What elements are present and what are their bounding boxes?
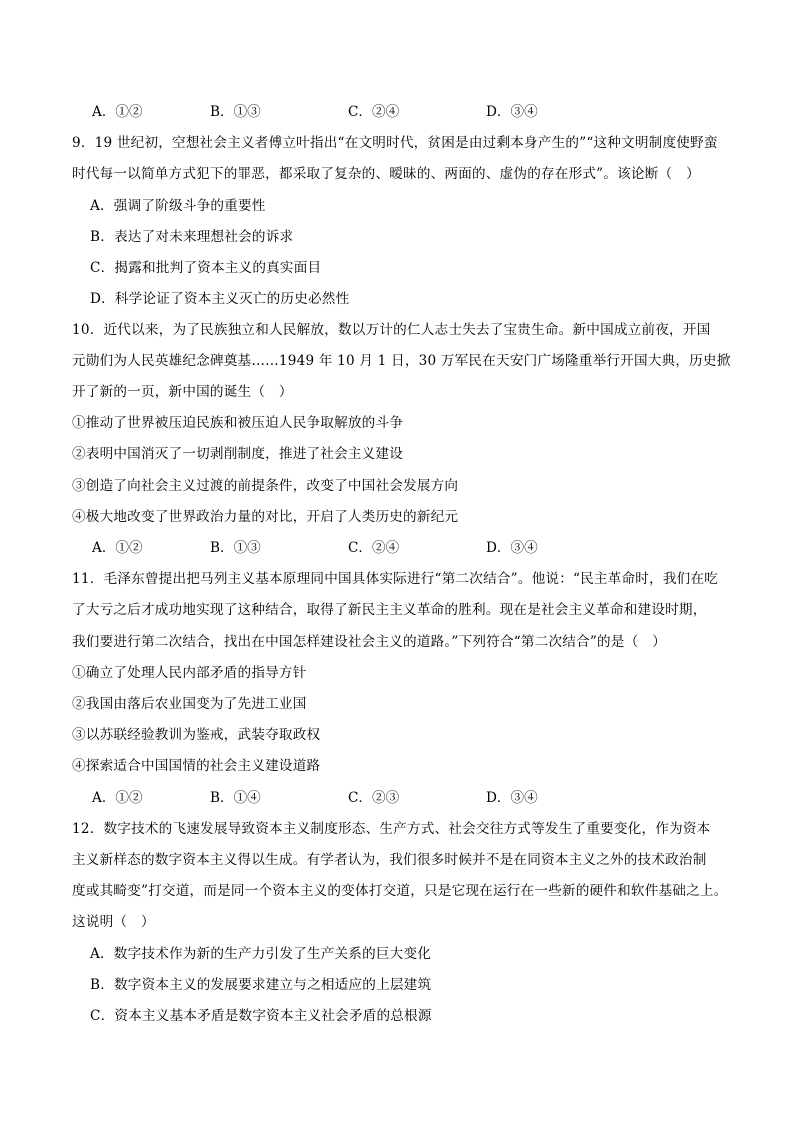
q9-stem-line-1: 9．19 世纪初，空想社会主义者傅立叶指出“在文明时代，贫困是由过剩本身产生的”“这种文明制度使野蛮 bbox=[72, 135, 718, 151]
q10-statement-2: ②表明中国消灭了一切剥削制度，推进了社会主义建设 bbox=[72, 446, 404, 462]
q11-stem-line-2: 了大亏之后才成功地实现了这种结合，取得了新民主主义革命的胜利。现在是社会主义革命和建设时期， bbox=[72, 602, 707, 618]
q11-stem-line-3: 我们要进行第二次结合，找出在中国怎样建设社会主义的道路。”下列符合“第二次结合”的是（ ） bbox=[72, 634, 666, 650]
q11-statement-3: ③以苏联经验教训为鉴戒，武装夺取政权 bbox=[72, 727, 321, 743]
q11-options bbox=[92, 788, 652, 808]
q12-choice-b: B．数字资本主义的发展要求建立与之相适应的上层建筑 bbox=[90, 977, 432, 993]
q11-option-b: B．①④ bbox=[210, 790, 261, 806]
q11-statement-2: ②我国由落后农业国变为了先进工业国 bbox=[72, 696, 307, 712]
q8-option-c: C．②④ bbox=[348, 104, 400, 120]
q10-option-a: A．①② bbox=[92, 540, 143, 556]
q10-option-b: B．①③ bbox=[210, 540, 261, 556]
q8-option-a: A．①② bbox=[92, 104, 143, 120]
q10-stem-line-1: 10．近代以来，为了民族独立和人民解放，数以万计的仁人志士失去了宝贵生命。新中国成立前夜，开国 bbox=[72, 322, 711, 338]
q10-stem-line-3: 开了新的一页，新中国的诞生（ ） bbox=[72, 384, 293, 400]
q10-option-d: D．③④ bbox=[486, 540, 538, 556]
q9-choice-c: C．揭露和批判了资本主义的真实面目 bbox=[90, 260, 322, 276]
q8-option-b: B．①③ bbox=[210, 104, 261, 120]
q12-stem-line-1: 12．数字技术的飞速发展导致资本主义制度形态、生产方式、社会交往方式等发生了重要变化，作为资本 bbox=[72, 821, 711, 837]
q9-stem-line-2: 时代每一以简单方式犯下的罪恶，都采取了复杂的、暧昧的、两面的、虚伪的存在形式”。该论断（ ） bbox=[72, 166, 700, 182]
q12-choice-c: C．资本主义基本矛盾是数字资本主义社会矛盾的总根源 bbox=[90, 1008, 432, 1024]
q10-statement-4: ④极大地改变了世界政治力量的对比，开启了人类历史的新纪元 bbox=[72, 509, 459, 525]
q8-option-d: D．③④ bbox=[486, 104, 538, 120]
q11-option-c: C．②③ bbox=[348, 790, 400, 806]
q10-statement-1: ①推动了世界被压迫民族和被压迫人民争取解放的斗争 bbox=[72, 415, 404, 431]
q12-stem-line-2: 主义新样态的数字资本主义得以生成。有学者认为，我们很多时候并不是在同资本主义之外的技术政治制 bbox=[72, 852, 707, 868]
q11-stem-line-1: 11．毛泽东曾提出把马列主义基本原理同中国具体实际进行“第二次结合”。他说：“民主革命时，我们在吃 bbox=[72, 571, 719, 587]
q10-statement-3: ③创造了向社会主义过渡的前提条件，改变了中国社会发展方向 bbox=[72, 478, 459, 494]
q11-option-a: A．①② bbox=[92, 790, 143, 806]
q9-choice-d: D．科学论证了资本主义灭亡的历史必然性 bbox=[90, 291, 350, 307]
q10-options bbox=[92, 538, 652, 558]
q10-option-c: C．②④ bbox=[348, 540, 400, 556]
q9-choice-b: B．表达了对未来理想社会的诉求 bbox=[90, 229, 294, 245]
q11-statement-1: ①确立了处理人民内部矛盾的指导方针 bbox=[72, 665, 307, 681]
q12-stem-line-3: 度或其畸变”打交道，而是同一个资本主义的变体打交道，只是它现在运行在一些新的硬件和软件基础之上。 bbox=[72, 883, 728, 899]
q9-choice-a: A．强调了阶级斗争的重要性 bbox=[90, 198, 266, 214]
q11-option-d: D．③④ bbox=[486, 790, 538, 806]
q12-choice-a: A．数字技术作为新的生产力引发了生产关系的巨大变化 bbox=[90, 946, 432, 962]
q8-options bbox=[92, 102, 652, 122]
q10-stem-line-2: 元勋们为人民英雄纪念碑奠基……1949 年 10 月 1 日，30 万军民在天安门广场隆重举行开国大典，历史掀 bbox=[72, 353, 731, 369]
q12-stem-line-4: 这说明（ ） bbox=[72, 914, 155, 930]
q11-statement-4: ④探索适合中国国情的社会主义建设道路 bbox=[72, 758, 321, 774]
